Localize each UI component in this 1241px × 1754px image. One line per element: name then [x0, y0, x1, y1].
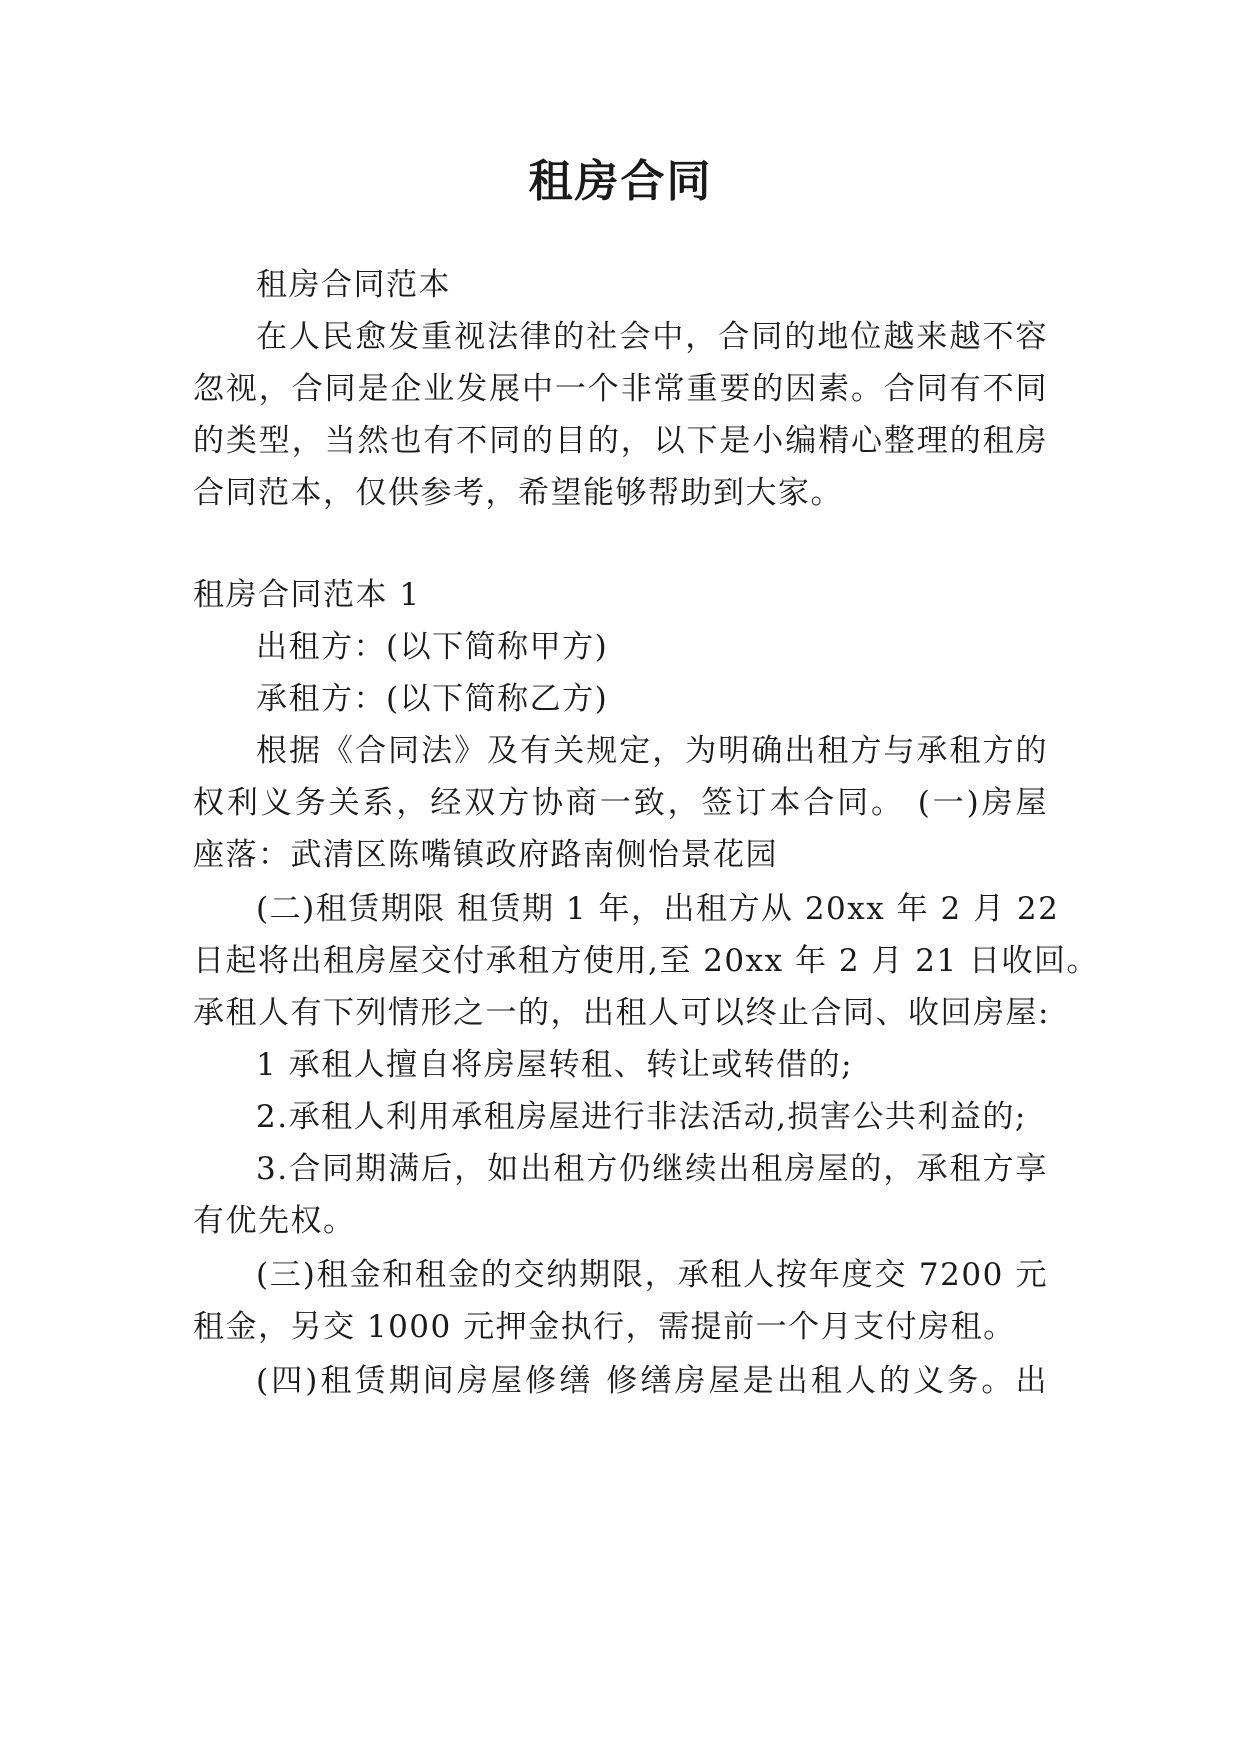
basis-line-2: 权利义务关系，经双方协商一致，签订本合同。 (一)房屋 — [193, 785, 1048, 821]
intro-line-2: 忽视，合同是企业发展中一个非常重要的因素。合同有不同 — [193, 371, 1048, 407]
lessor-line: 出租方：(以下简称甲方) — [256, 629, 609, 665]
condition-item-3-cont: 有优先权。 — [193, 1203, 356, 1239]
condition-item-3: 3.合同期满后，如出租方仍继续出租房屋的，承租方享 — [256, 1151, 1048, 1187]
rent-line-1: (三)租金和租金的交纳期限，承租人按年度交 7200 元 — [256, 1257, 1048, 1293]
intro-line-1: 在人民愈发重视法律的社会中，合同的地位越来越不容 — [256, 319, 1048, 355]
rent-line-2: 租金，另交 1000 元押金执行，需提前一个月支付房租。 — [193, 1309, 1016, 1345]
subtitle-line: 租房合同范本 — [256, 267, 451, 303]
repair-line-1: (四)租赁期间房屋修缮 修缮房屋是出租人的义务。出 — [256, 1363, 1048, 1399]
intro-line-4: 合同范本，仅供参考，希望能够帮助到大家。 — [193, 475, 843, 511]
basis-line-1: 根据《合同法》及有关规定，为明确出租方与承租方的 — [256, 733, 1048, 769]
section-heading: 租房合同范本 1 — [193, 577, 421, 613]
intro-line-3: 的类型，当然也有不同的目的，以下是小编精心整理的租房 — [193, 423, 1048, 459]
condition-item-1: 1 承租人擅自将房屋转租、转让或转借的; — [256, 1047, 854, 1083]
document-title: 租房合同 — [528, 156, 713, 207]
location-line: 座落：武清区陈嘴镇政府路南侧怡景花园 — [193, 837, 778, 873]
lessee-line: 承租方：(以下简称乙方) — [256, 681, 609, 717]
term-line-2: 日起将出租房屋交付承租方使用,至 20xx 年 2 月 21 日收回。 — [193, 943, 1100, 979]
condition-item-2: 2.承租人利用承租房屋进行非法活动,损害公共利益的; — [256, 1099, 1027, 1135]
term-line-3: 承租人有下列情形之一的，出租人可以终止合同、收回房屋: — [193, 995, 1050, 1031]
term-line-1: (二)租赁期限 租赁期 1 年，出租方从 20xx 年 2 月 22 — [256, 891, 1060, 927]
